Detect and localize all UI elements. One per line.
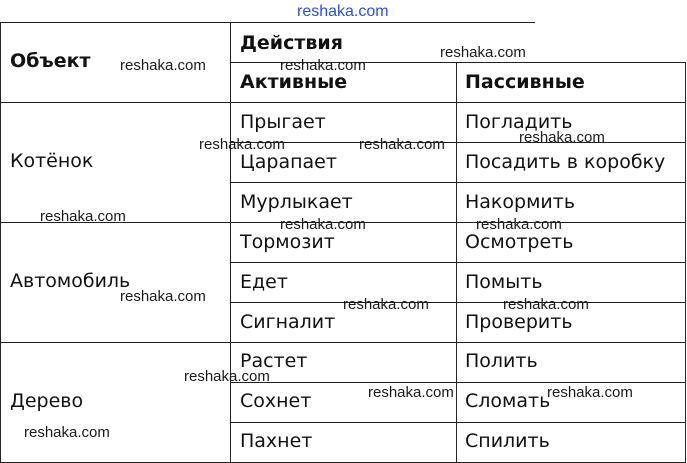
watermark: reshaka.com [440, 44, 526, 61]
table-top-border [0, 22, 535, 23]
watermark: reshaka.com [547, 384, 633, 401]
object-cell: Дерево [10, 390, 84, 412]
header-active: Активные [240, 71, 348, 93]
passive-cell: Посадить в коробку [465, 151, 666, 173]
active-cell: Мурлыкает [240, 191, 353, 213]
active-cell: Пахнет [240, 430, 313, 452]
row-divider [230, 382, 686, 383]
watermark: reshaka.com [519, 129, 605, 146]
row-divider [230, 182, 686, 183]
table-right-border [685, 62, 686, 463]
watermark: reshaka.com [280, 57, 366, 74]
watermark: reshaka.com [40, 208, 126, 225]
object-cell: Котёнок [10, 150, 94, 172]
active-cell: Сохнет [240, 390, 312, 412]
header-actions: Действия [240, 32, 343, 54]
row-divider [230, 262, 686, 263]
header-passive: Пассивные [465, 71, 585, 93]
watermark: reshaka.com [359, 136, 445, 153]
header-bottom-border [0, 102, 686, 103]
header-object: Объект [10, 50, 91, 72]
passive-cell: Осмотреть [465, 231, 574, 253]
active-cell: Прыгает [240, 111, 326, 133]
watermark: reshaka.com [199, 136, 285, 153]
row-divider [230, 142, 686, 143]
active-cell: Царапает [240, 151, 337, 173]
passive-cell: Погладить [465, 111, 573, 133]
watermark: reshaka.com [476, 216, 562, 233]
active-cell: Едет [240, 271, 288, 293]
row-divider [230, 302, 686, 303]
passive-cell: Спилить [465, 430, 550, 452]
watermark: reshaka.com [120, 288, 206, 305]
site-header-link[interactable]: reshaka.com [297, 3, 389, 20]
object-cell: Автомобиль [10, 270, 131, 292]
watermark: reshaka.com [184, 368, 270, 385]
passive-cell: Проверить [465, 311, 573, 333]
object-column-divider [230, 22, 231, 463]
active-cell: Сигналит [240, 311, 336, 333]
passive-cell: Накормить [465, 191, 576, 213]
watermark: reshaka.com [120, 57, 206, 74]
watermark: reshaka.com [24, 424, 110, 441]
active-cell: Тормозит [240, 231, 335, 253]
watermark: reshaka.com [368, 384, 454, 401]
watermark: reshaka.com [280, 216, 366, 233]
watermark: reshaka.com [343, 296, 429, 313]
table-left-border [0, 22, 1, 463]
row-divider [230, 422, 686, 423]
active-cell: Растет [240, 350, 308, 372]
active-passive-divider [456, 62, 457, 463]
passive-cell: Полить [465, 350, 538, 372]
watermark: reshaka.com [503, 296, 589, 313]
passive-cell: Сломать [465, 390, 551, 412]
passive-cell: Помыть [465, 271, 543, 293]
group-divider [0, 342, 686, 343]
